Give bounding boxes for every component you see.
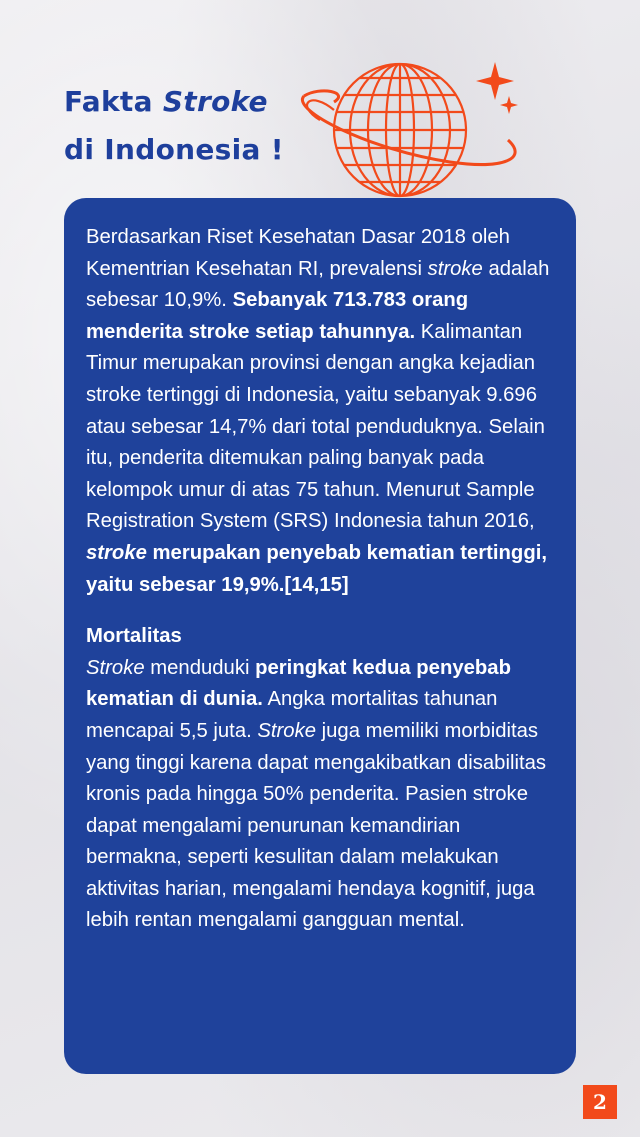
paragraph-gap bbox=[86, 601, 560, 621]
text-segment: Angka mortalitas tahunan mencapai 5,5 juta. bbox=[86, 688, 498, 742]
page-title bbox=[64, 78, 284, 174]
section-heading-mortalitas: Mortalitas bbox=[86, 625, 182, 648]
text-segment-italic: Stroke bbox=[86, 656, 145, 679]
text-segment: adalah sebesar 10,9%. bbox=[86, 257, 550, 312]
text-segment-bold-italic: stroke bbox=[86, 541, 147, 564]
paragraph-prevalence bbox=[86, 222, 560, 601]
text-segment: Berdasarkan Riset Kesehatan Dasar 2018 oleh Kementrian Kesehatan RI, prevalensi bbox=[86, 226, 510, 280]
text-segment: juga memiliki morbiditas yang tinggi karena dapat mengakibatkan disabilitas kronis pada hingga 50% penderita. Pasien stroke dapat mengalami penurunan kemandirian bermakna, seperti kesulitan dalam melakukan aktivitas harian, mengalami hendaya kognitif, juga lebih rentan mengalami gangguan mental. bbox=[86, 719, 547, 932]
text-segment-italic: Stroke bbox=[257, 719, 316, 742]
text-segment-bold: peringkat kedua penyebab kematian di dunia. bbox=[86, 656, 511, 711]
text-segment: Kalimantan Timur merupakan provinsi dengan angka kejadian stroke tertinggi di Indonesia, yaitu sebanyak 9.696 atau sebesar 14,7% dari total penduduknya. Selain itu, penderita ditemukan paling banyak pada kelompok umur di atas 75 tahun. Menurut Sample Registration System (SRS) Indonesia tahun 2016, bbox=[86, 320, 545, 533]
globe-icon bbox=[290, 40, 530, 210]
text-segment-italic: stroke bbox=[427, 257, 483, 280]
title-line-1 bbox=[64, 78, 284, 126]
text-segment: menduduki bbox=[144, 656, 256, 679]
paragraph-mortality bbox=[86, 653, 560, 937]
info-card bbox=[64, 198, 576, 1074]
page-number-badge: 2 bbox=[583, 1085, 617, 1119]
title-line-2: di Indonesia ! bbox=[64, 133, 284, 166]
text-segment-bold: merupakan penyebab kematian tertinggi, yaitu sebesar 19,9%.[14,15] bbox=[86, 541, 547, 596]
title-emphasis: Stroke bbox=[162, 85, 268, 118]
text-segment-bold: Sebanyak 713.783 orang menderita stroke setiap tahunnya. bbox=[86, 289, 469, 343]
title-text: Fakta bbox=[64, 85, 163, 118]
sparkle-icon bbox=[476, 62, 518, 114]
